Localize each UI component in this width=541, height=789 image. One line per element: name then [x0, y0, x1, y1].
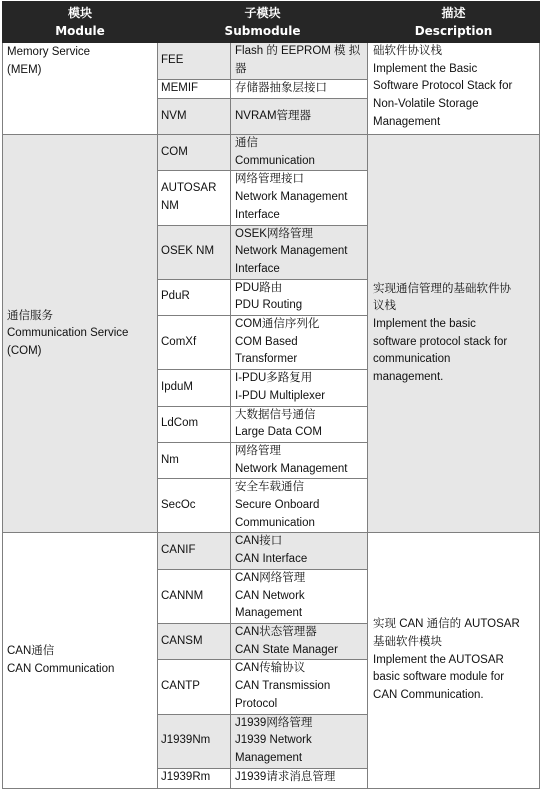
submodule-detail: CAN网络管理 CAN Network Management — [231, 569, 368, 623]
submodule-detail: 网络管理 Network Management — [231, 442, 368, 478]
submodule-name: FEE — [158, 43, 231, 80]
table-row — [3, 43, 540, 80]
submodule-name: ComXf — [158, 316, 231, 370]
submodule-name: SecOc — [158, 479, 231, 533]
description-cell-can: 实现 CAN 通信的 AUTOSAR 基础软件模块 Implement the AUTOSAR basic software module for CAN Communication. — [368, 533, 540, 788]
submodule-name: NVM — [158, 99, 231, 135]
submodule-name: CANTP — [158, 660, 231, 714]
submodule-detail: 安全车载通信 Secure Onboard Communication — [231, 479, 368, 533]
table-row — [3, 533, 540, 569]
submodule-name: CANSM — [158, 623, 231, 659]
submodule-name: MEMIF — [158, 80, 231, 99]
submodule-detail: J1939请求消息管理 — [231, 768, 368, 788]
description-cell-mem: 础软件协议栈 Implement the Basic Software Protocol Stack for Non-Volatile Storage Management — [368, 43, 540, 135]
submodule-name: COM — [158, 135, 231, 171]
submodule-detail: OSEK网络管理 Network Management Interface — [231, 225, 368, 279]
submodule-detail: CAN接口 CAN Interface — [231, 533, 368, 569]
submodule-name: Nm — [158, 442, 231, 478]
header-description: 描述 Description — [368, 2, 540, 43]
submodule-detail: 通信 Communication — [231, 135, 368, 171]
autosar-module-table — [2, 1, 540, 789]
description-cell-com: 实现通信管理的基础软件协 议栈 Implement the basic software protocol stack for communication management. — [368, 135, 540, 533]
table-header-row — [3, 2, 540, 43]
submodule-name: J1939Rm — [158, 768, 231, 788]
submodule-detail: CAN传输协议 CAN Transmission Protocol — [231, 660, 368, 714]
module-cell-com: 通信服务 Communication Service (COM) — [3, 135, 158, 533]
submodule-detail: PDU路由 PDU Routing — [231, 279, 368, 315]
header-submodule: 子模块 Submodule — [158, 2, 368, 43]
submodule-detail: 大数据信号通信 Large Data COM — [231, 406, 368, 442]
submodule-name: CANNM — [158, 569, 231, 623]
submodule-detail: CAN状态管理器 CAN State Manager — [231, 623, 368, 659]
submodule-name: PduR — [158, 279, 231, 315]
submodule-name: CANIF — [158, 533, 231, 569]
submodule-detail: 网络管理接口 Network Management Interface — [231, 171, 368, 225]
submodule-detail: Flash 的 EEPROM 模 拟 器 — [231, 43, 368, 80]
submodule-detail: COM通信序列化 COM Based Transformer — [231, 316, 368, 370]
module-cell-can: CAN通信 CAN Communication — [3, 533, 158, 788]
table-row — [3, 135, 540, 171]
submodule-detail: 存储器抽象层接口 — [231, 80, 368, 99]
submodule-name: J1939Nm — [158, 714, 231, 768]
submodule-detail: J1939网络管理 J1939 Network Management — [231, 714, 368, 768]
submodule-name: AUTOSAR NM — [158, 171, 231, 225]
module-cell-mem: Memory Service (MEM) — [3, 43, 158, 135]
submodule-name: IpduM — [158, 370, 231, 406]
submodule-detail: I-PDU多路复用 I-PDU Multiplexer — [231, 370, 368, 406]
submodule-detail: NVRAM管理器 — [231, 99, 368, 135]
submodule-name: LdCom — [158, 406, 231, 442]
header-module: 模块 Module — [3, 2, 158, 43]
submodule-name: OSEK NM — [158, 225, 231, 279]
